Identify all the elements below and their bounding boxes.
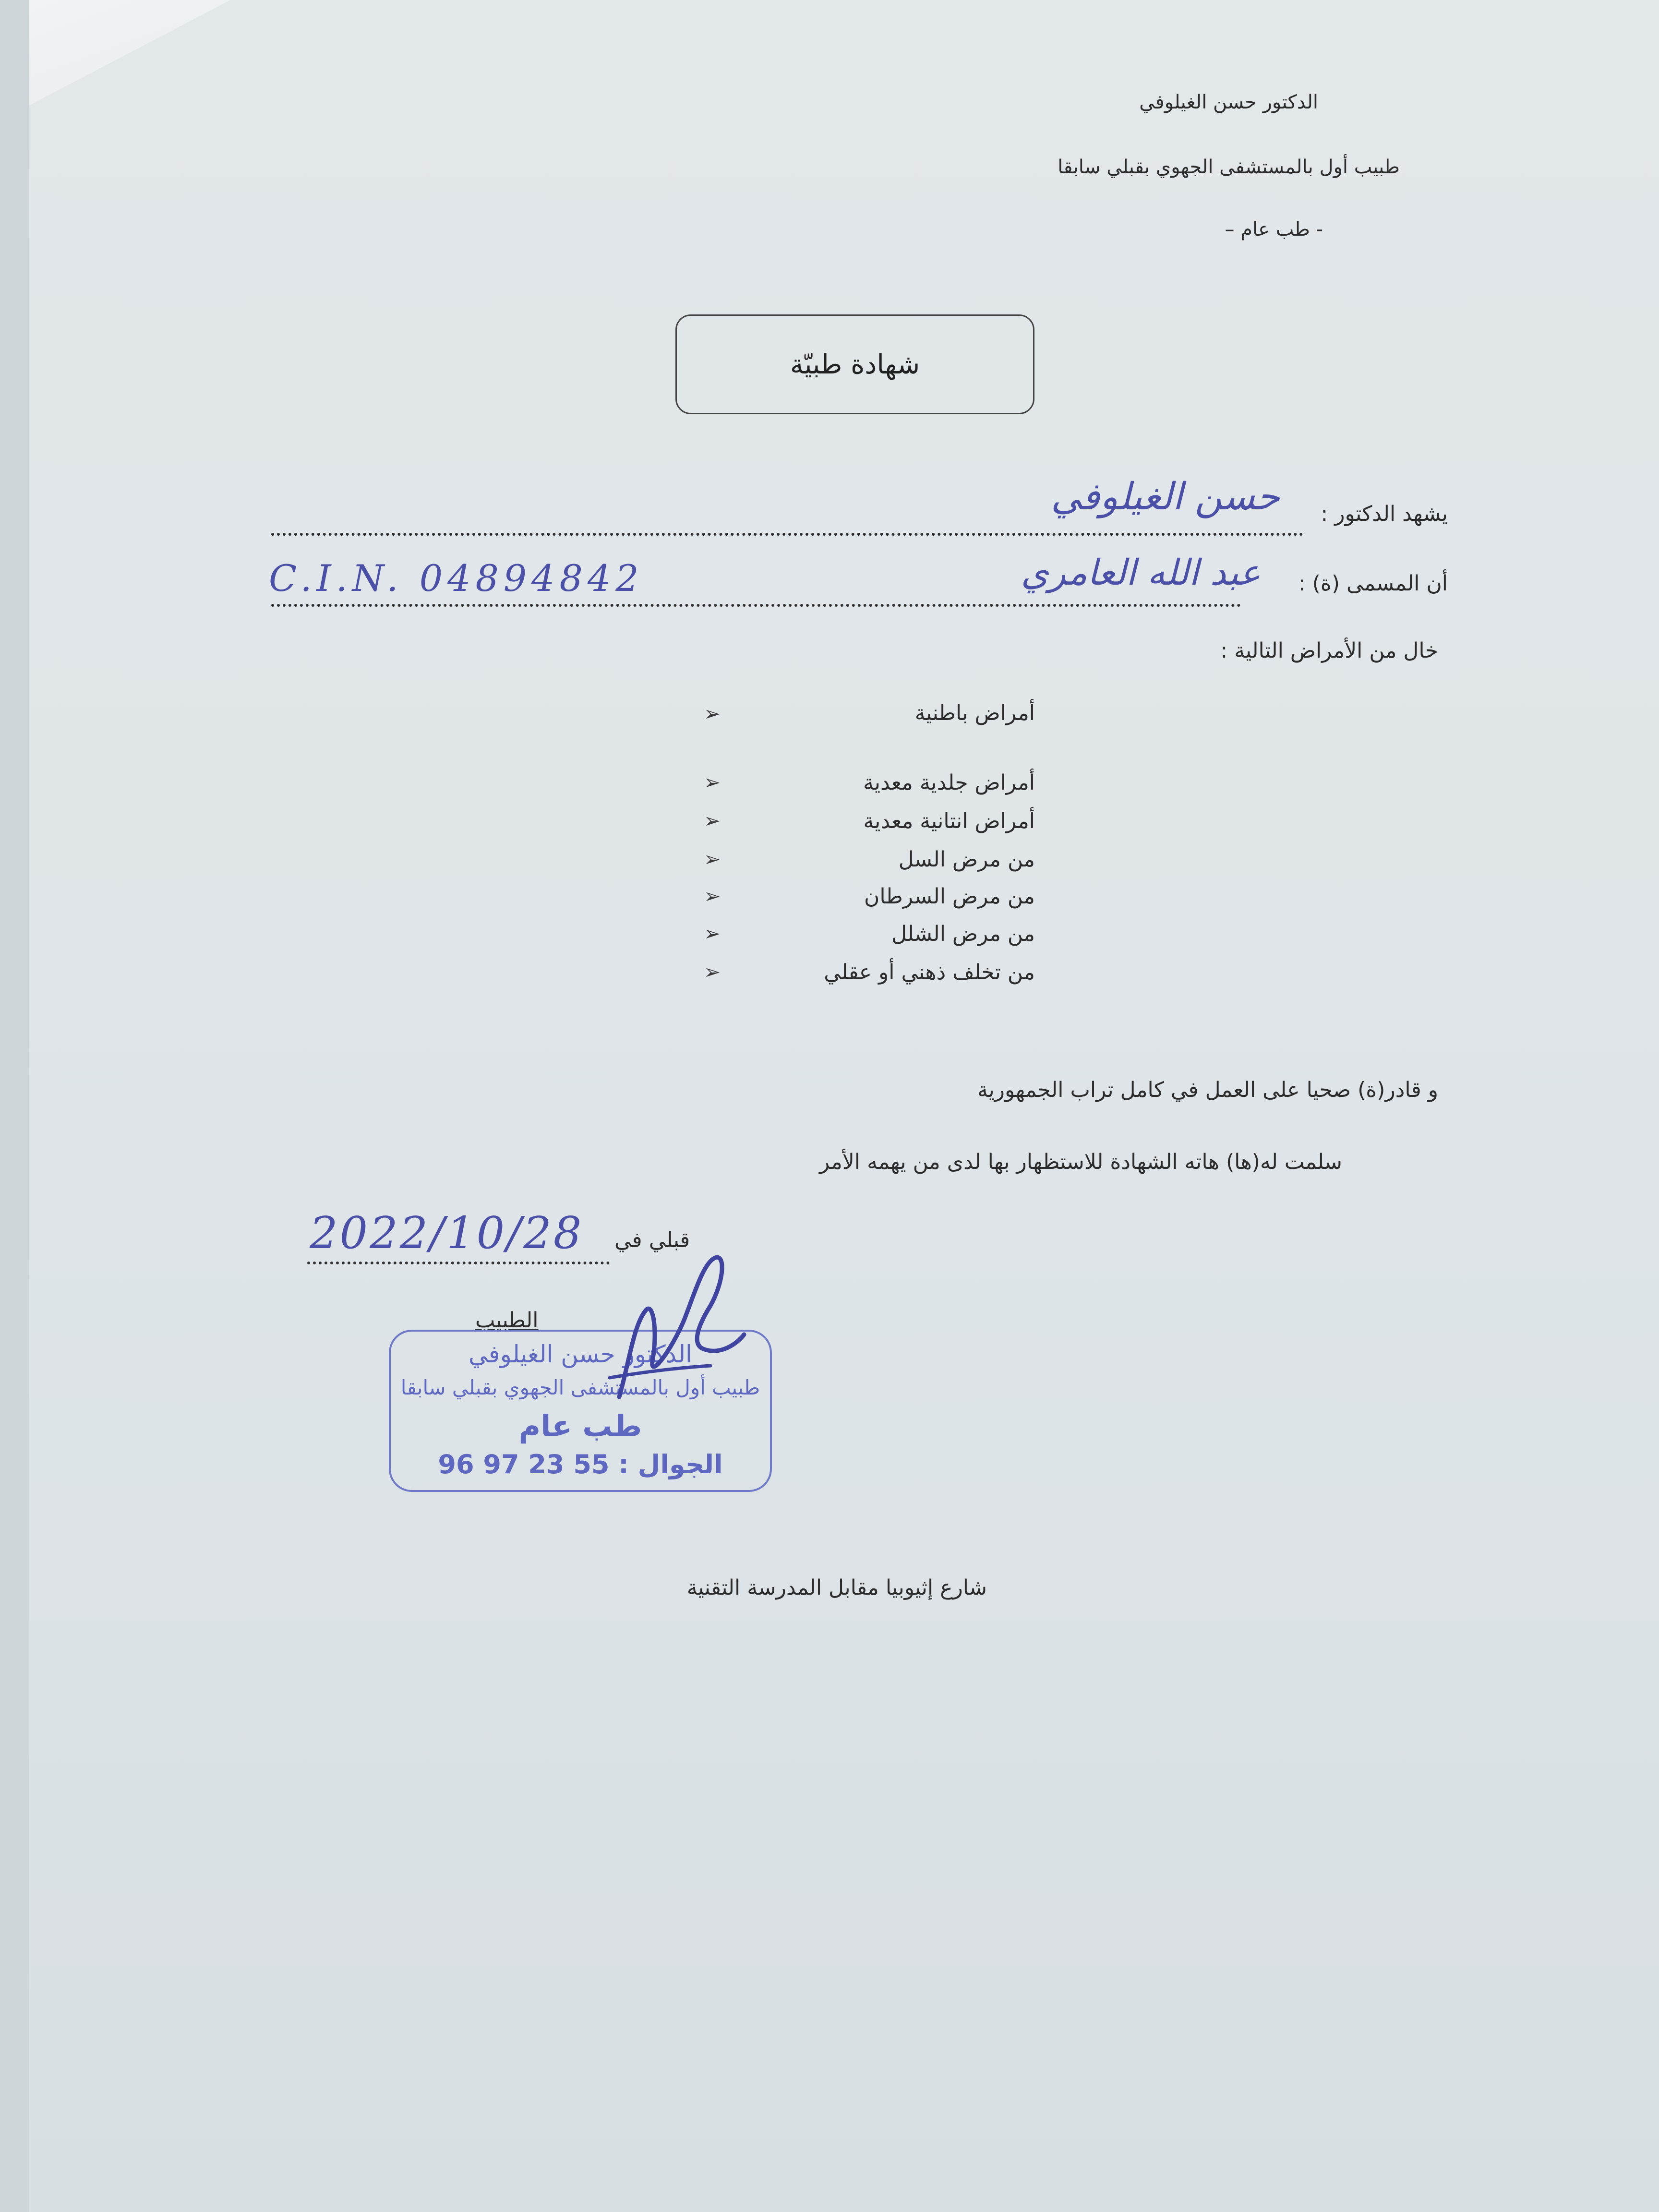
stamp-position: طبيب أول بالمستشفى الجهوي بقبلي سابقا (400, 1376, 760, 1399)
issued-statement: سلمت له(ها) هاته الشهادة للاستظهار بها لدى من يهمه الأمر (819, 1150, 1342, 1174)
arrow-bullet-icon: ➢ (704, 884, 721, 908)
arrow-bullet-icon: ➢ (704, 847, 721, 871)
certificate-page (29, 0, 1659, 2212)
arrow-bullet-icon: ➢ (704, 702, 721, 725)
place-label: قبلي في (614, 1228, 690, 1252)
able-to-work-statement: و قادر(ة) صحيا على العمل في كامل تراب الجمهورية (977, 1078, 1438, 1102)
handwritten-signature (600, 1253, 754, 1402)
free-from-label: خال من الأمراض التالية : (1220, 638, 1438, 663)
disease-item: أمراض باطنية (914, 701, 1035, 725)
stamp-doctor-name: الدكتور حسن الغيلوفي (469, 1340, 692, 1368)
disease-item: أمراض انتانية معدية (863, 809, 1035, 833)
arrow-bullet-icon: ➢ (704, 960, 721, 984)
disease-item: من مرض السل (898, 847, 1035, 872)
arrow-bullet-icon: ➢ (704, 809, 721, 832)
doctor-name-handwritten: حسن الغيلوفي (1051, 475, 1280, 518)
address-footer: شارع إثيوبيا مقابل المدرسة التقنية (686, 1575, 987, 1600)
certify-label: يشهد الدكتور : (1321, 502, 1448, 526)
cin-number-handwritten: C.I.N. 04894842 (269, 557, 644, 600)
patient-name-handwritten: عبد الله العامري (1021, 552, 1261, 593)
named-label: أن المسمى (ة) : (1298, 571, 1448, 596)
stamp-specialty: طب عام (518, 1408, 642, 1443)
date-dotted-line (307, 1262, 610, 1264)
disease-item: أمراض جلدية معدية (863, 770, 1035, 795)
doctor-name-dotted-line (271, 533, 1303, 536)
stamp-phone: الجوال : 55 23 97 96 (438, 1449, 723, 1479)
certificate-title: شهادة طبيّة (675, 314, 1034, 414)
signature-title: الطبيب (475, 1308, 539, 1333)
disease-item: من مرض السرطان (864, 884, 1035, 909)
date-handwritten: 2022/10/28 (310, 1207, 584, 1259)
patient-name-dotted-line (271, 604, 1241, 607)
doctor-position-header: طبيب أول بالمستشفى الجهوي بقبلي سابقا (1058, 156, 1400, 178)
doctor-name-header: الدكتور حسن الغيلوفي (1139, 91, 1318, 113)
disease-item: من مرض الشلل (891, 922, 1035, 946)
disease-item: من تخلف ذهني أو عقلي (824, 960, 1035, 985)
doctor-specialty-header: - طب عام – (1225, 218, 1323, 240)
arrow-bullet-icon: ➢ (704, 770, 721, 794)
arrow-bullet-icon: ➢ (704, 922, 721, 945)
